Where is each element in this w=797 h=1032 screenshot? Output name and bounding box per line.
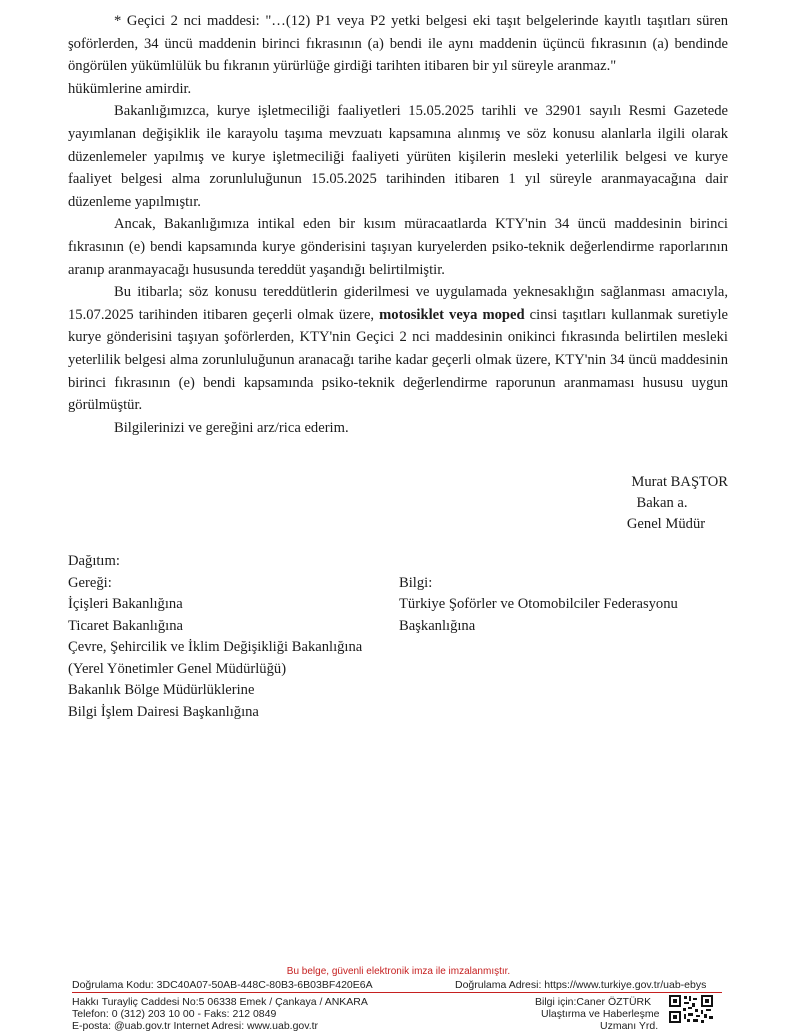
- paragraph-text: hükümlerine amirdir.: [68, 80, 192, 97]
- verification-address-label: Doğrulama Adresi:: [455, 979, 542, 991]
- ministry-email: E-posta: @uab.gov.tr Internet Adresi: www.uab.gov.tr: [72, 1020, 319, 1032]
- e-signature-notice: Bu belge, güvenli elektronik imza ile imzalanmıştır.: [286, 966, 511, 977]
- signatory-title: Genel Müdür: [626, 516, 706, 532]
- action-item: İçişleri Bakanlığına: [68, 596, 183, 612]
- paragraph-p3: [68, 281, 728, 417]
- distribution-info: [399, 573, 739, 638]
- paragraph-text: Bakanlığımızca, kurye işletmeciliği faaliyetleri 15.05.2025 tarihli ve 32901 sayılı Resmi Gazetede yayımlanan değişiklik ile karayolu taşıma mevzuatı kapsamına alınmış ve söz konusu alanlarla ilgili olarak düzenlemeler yapılmış ve kurye işletmeciliği faaliyeti yürüten kişilerin mesleki yeterlilik belgesi ve kurye faaliyet belgesi alma zorunluluğunun 15.05.2025 tarihinden itibaren 1 yıl süreyle aranmayacağına dair düzenleme yapılmıştır.: [68, 103, 728, 210]
- action-item: Bakanlık Bölge Müdürlüklerine: [68, 682, 255, 698]
- action-heading: Gereği:: [68, 574, 112, 591]
- paragraph-text: Ancak, Bakanlığımıza intikal eden bir kısım müracaatlarda KTY'nin 34 üncü maddesinin birinci fıkrasının (e) bendi kapsamında kurye gönderisini taşıyan kuryelerden psiko-teknik değerlendirme raporlarının aranıp aranmayacağı hususunda tereddüt yaşandığı belirtilmiştir.: [68, 216, 728, 278]
- contact-person: Bilgi için:Caner ÖZTÜRK: [535, 996, 652, 1008]
- info-item: Başkanlığına: [399, 617, 476, 634]
- paragraph-p1: [68, 100, 728, 213]
- action-item: Çevre, Şehircilik ve İklim Değişikliği Bakanlığına: [68, 639, 363, 655]
- signatory-on-behalf: Bakan a.: [636, 495, 688, 511]
- emphasis-text: motosiklet veya moped: [379, 306, 525, 323]
- paragraph-p2: [68, 213, 728, 281]
- paragraph-quote: [68, 10, 728, 78]
- verification-code: [72, 979, 373, 991]
- letter-body: [68, 10, 728, 439]
- paragraph-p4: [68, 417, 728, 440]
- verification-address: [455, 979, 706, 991]
- info-heading: Bilgi:: [399, 574, 433, 591]
- action-item: Ticaret Bakanlığına: [68, 617, 183, 634]
- action-item: (Yerel Yönetimler Genel Müdürlüğü): [68, 660, 287, 677]
- signature-block: [560, 472, 728, 535]
- paragraph-text: * Geçici 2 nci maddesi: "…(12) P1 veya P2 yetki belgesi eki taşıt belgelerinde kayıtlı taşıtları süren şoförlerden, 34 üncü maddenin birinci fıkrasının (a) bendi ile aynı maddenin üçüncü fıkrasının (a) bendinde öngörülen yükümlülük bu fıkranın yürürlüğe girdiği tarihten itibaren bir yıl süreyle aranmaz.": [68, 13, 728, 75]
- footer-divider: [72, 992, 722, 993]
- contact-organization: Ulaştırma ve Haberleşme: [541, 1008, 660, 1020]
- paragraph-text: Bilgilerinizi ve gereğini arz/rica ederim.: [114, 419, 349, 436]
- distribution-action: [68, 573, 408, 724]
- qr-code-icon[interactable]: [668, 994, 714, 1024]
- verification-code-value[interactable]: 3DC40A07-50AB-448C-80B3-6B03BF420E6A: [156, 979, 373, 991]
- contact-role: Uzmanı Yrd.: [600, 1020, 659, 1032]
- signatory-name: Murat BAŞTOR: [631, 474, 728, 490]
- paragraph-text: cinsi taşıtları kullanmak suretiyle kurye gönderisini taşıyan şoförlerden, KTY'nin Geçici 2 nci maddesinin onikinci fıkrasında belirtilen mesleki yeterlilik belgesi alma zorunluluğunun aranacağı tarihe kadar geçerli olmak üzere, KTY'nin 34 üncü maddesinin birinci fıkrasının (e) bendi kapsamında psiko-teknik değerlendirme raporunun aranmaması hususu uygun görülmüştür.: [68, 306, 728, 414]
- paragraph-order: [68, 78, 728, 101]
- info-item: Türkiye Şoförler ve Otomobilciler Federasyonu: [399, 596, 678, 612]
- distribution-block: [68, 551, 748, 720]
- verification-code-label: Doğrulama Kodu:: [72, 979, 154, 991]
- ministry-phone: Telefon: 0 (312) 203 10 00 - Faks: 212 0849: [72, 1008, 277, 1020]
- ministry-address: Hakkı Turayliç Caddesi No:5 06338 Emek / Çankaya / ANKARA: [72, 996, 368, 1008]
- verification-address-link[interactable]: https://www.turkiye.gov.tr/uab-ebys: [544, 979, 707, 991]
- distribution-heading: Dağıtım:: [68, 553, 120, 569]
- paragraph-text: Bu itibarla; söz konusu tereddütlerin giderilmesi ve uygulamada yeknesaklığın sağlanması amacıyla, 15.07.2025 tarihinden itibaren geçerli olmak üzere,: [68, 284, 728, 323]
- action-item: Bilgi İşlem Dairesi Başkanlığına: [68, 703, 259, 720]
